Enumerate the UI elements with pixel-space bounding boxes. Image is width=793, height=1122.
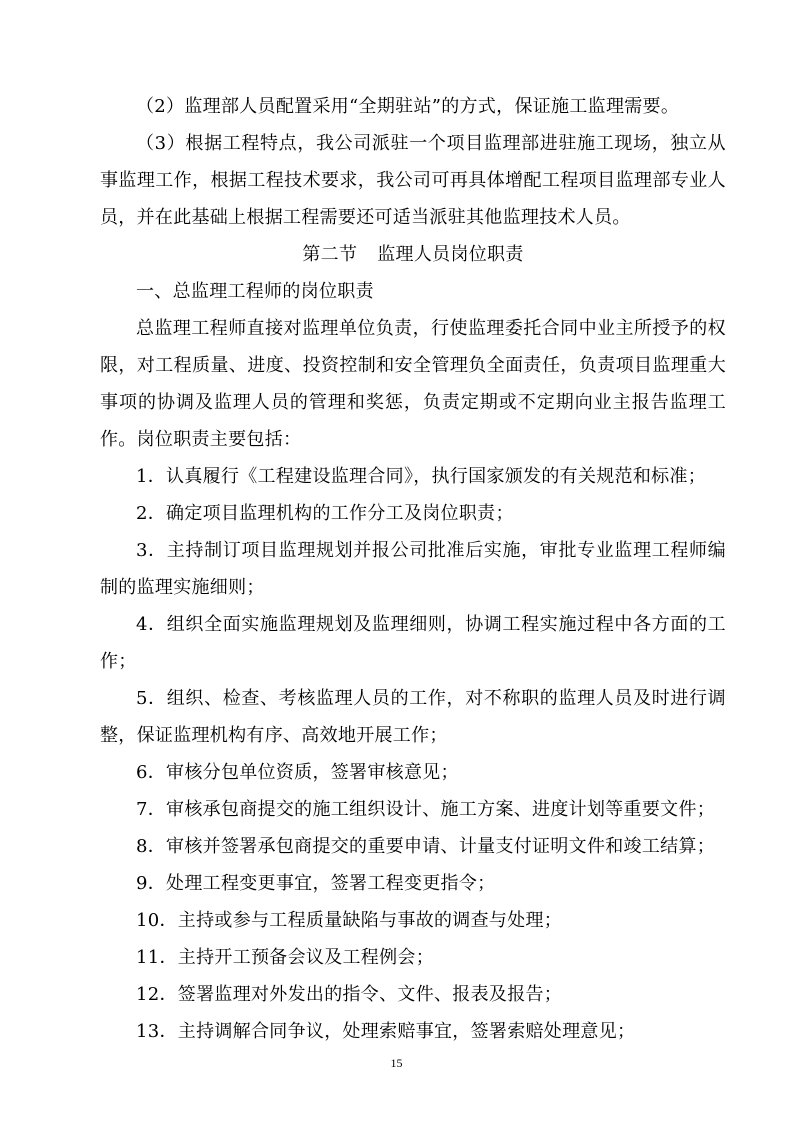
- section-heading-title: 监理人员岗位职责: [377, 244, 524, 265]
- duty-item: 7．审核承包商提交的施工组织设计、施工方案、进度计划等重要文件；: [136, 799, 716, 820]
- paragraph-chief-engineer-intro: 总监理工程师直接对监理单位负责，行使监理委托合同中业主所授予的权限，对工程质量、进度、投资控制和安全管理负全面责任，负责项目监理重大事项的协调及监理人员的管理和奖惩，负责定期或不定期向业主报告监理工作。岗位职责主要包括：: [100, 318, 726, 450]
- duty-item: 10．主持或参与工程质量缺陷与事故的调查与处理；: [136, 910, 563, 931]
- duty-item: 3．主持制订项目监理规划并报公司批准后实施，审批专业监理工程师编制的监理实施细则；: [100, 540, 726, 598]
- duty-item: 9．处理工程变更事宜，签署工程变更指令；: [136, 873, 496, 894]
- duty-item: 4．组织全面实施监理规划及监理细则，协调工程实施过程中各方面的工作；: [100, 614, 726, 672]
- section-heading: [100, 236, 726, 273]
- duty-item: 11．主持开工预备会议及工程例会；: [136, 947, 435, 968]
- section-heading-number: 第二节: [302, 244, 358, 265]
- duty-item: 13．主持调解合同争议，处理索赔事宜，签署索赔处理意见；: [136, 1021, 636, 1042]
- document-body: [100, 88, 726, 1050]
- duty-item: 5．组织、检查、考核监理人员的工作，对不称职的监理人员及时进行调整，保证监理机构有序、高效地开展工作；: [100, 688, 726, 746]
- page-number: 15: [390, 1056, 403, 1070]
- subsection-heading: 一、总监理工程师的岗位职责: [136, 281, 374, 302]
- duty-item: 12．签署监理对外发出的指令、文件、报表及报告；: [136, 984, 563, 1005]
- duty-item: 6．审核分包单位资质，签署审核意见；: [136, 762, 459, 783]
- duty-item: 2．确定项目监理机构的工作分工及岗位职责；: [136, 503, 514, 524]
- paragraph-staffing-dispatch: （3）根据工程特点，我公司派驻一个项目监理部进驻施工现场，独立从事监理工作，根据工程技术要求，我公司可再具体增配工程项目监理部专业人员，并在此基础上根据工程需要还可适当派驻其他监理技术人员。: [100, 133, 726, 228]
- duty-item: 8．审核并签署承包商提交的重要申请、计量支付证明文件和竣工结算；: [136, 836, 716, 857]
- paragraph-staffing-mode: （2）监理部人员配置采用“全期驻站”的方式，保证施工监理需要。: [136, 96, 680, 117]
- duty-item: 1．认真履行《工程建设监理合同》，执行国家颁发的有关规范和标准；: [136, 466, 707, 487]
